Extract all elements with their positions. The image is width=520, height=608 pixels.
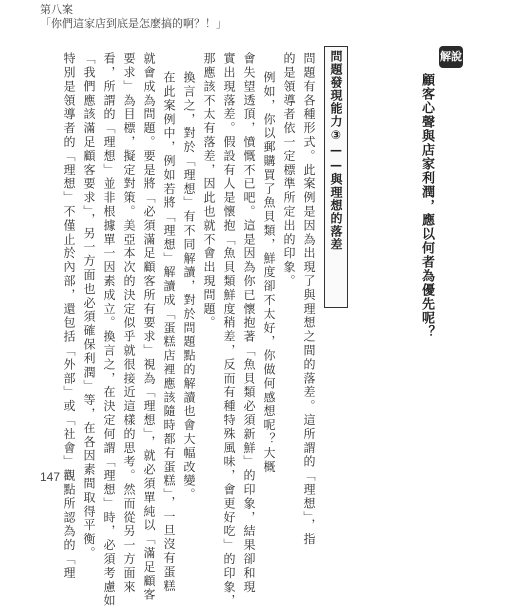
section-heading: 問題發現能力③——與理想的落差: [329, 50, 343, 251]
body-column: 換言之，對於「理想」有不同解讀，對於問題點的解讀也會大幅改變。: [182, 71, 196, 502]
main-title: 顧客心聲與店家利潤，應以何者為優先呢？: [419, 73, 434, 339]
body-column: 會失望透頂，憤慨不已吧。這是因為你已懷抱著「魚貝類必須新鮮」的印象，結果卻和現: [242, 52, 256, 595]
body-column: 看，所謂的「理想」並非根據單一因素成立。換言之，在決定何謂「理想」時，必須考慮如: [102, 52, 116, 608]
body-column: 在此案例中，例如若將「理想」解讀成「蛋糕店裡應該隨時都有蛋糕」，一旦沒有蛋糕: [162, 71, 176, 594]
body-column: 特別是領導者的「理想」不僅止於內部，還包括「外部」或「社會」觀點所認為的「理: [62, 52, 76, 581]
body-column: 實出現落差。假設有人是懷抱「魚貝類鮮度稍差，反而有種特殊風味，會更好吃」的印象，: [222, 52, 236, 608]
chapter-subtitle: 「你們這家店到底是怎麼搞的啊？！」: [40, 17, 227, 30]
body-column: 「我們應該滿足顧客要求」，另一方面也必須確保利潤」等，在各因素間取得平衡。: [82, 52, 96, 561]
body-column: 就會成為問題。要是將「必須滿足顧客所有要求」視為「理想」，就必須單純以「滿足顧客: [142, 52, 156, 602]
chapter-label: 第八案: [40, 3, 73, 16]
page-number: 147: [40, 470, 61, 484]
explanation-badge: 解說: [439, 46, 463, 68]
body-column: 的是領導者依一定標準所定出的印象。: [282, 52, 296, 289]
body-column: 要求」為目標，擬定對策。美亞本次的決定似乎就很接近這樣的思考。然而從另一方面來: [122, 52, 136, 595]
body-column: 那應該不太有落差，因此也就不會出現問題。: [202, 52, 216, 330]
running-header: [40, 3, 227, 31]
body-column: 問題有各種形式。此案例是因為出現了與理想之間的落差。這所謂的「理想」，指: [302, 52, 316, 547]
body-column: 例如，你以郵購買了魚貝類，鮮度卻不太好，你做何感想呢？大概: [262, 71, 276, 475]
